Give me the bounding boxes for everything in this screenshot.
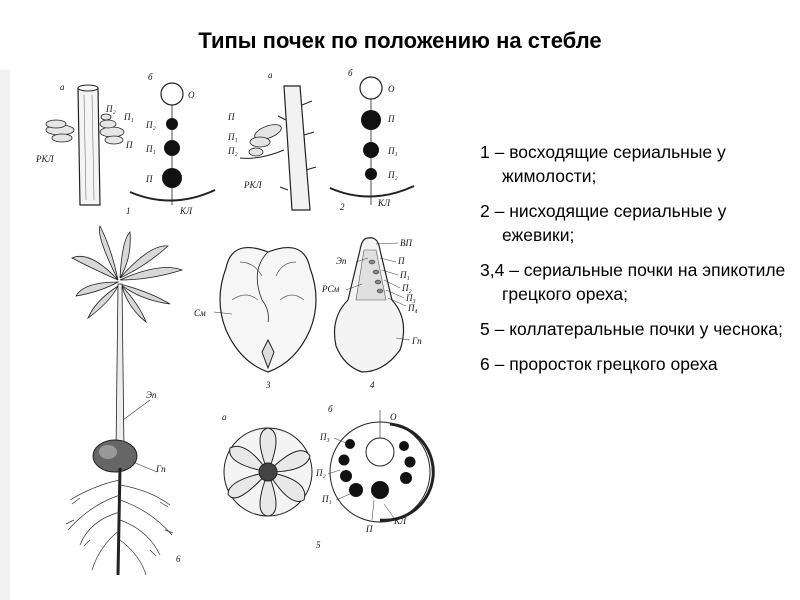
fig1-number: 1 bbox=[126, 206, 131, 216]
fig6-label-ep: Эп bbox=[146, 390, 157, 400]
figure-3 bbox=[194, 248, 316, 390]
legend-item-2: 2 – нисходящие сериальные у ежевики; bbox=[480, 201, 727, 245]
fig2b-label-p2: П₂ bbox=[388, 170, 398, 180]
fig2-label-p1: П₁ bbox=[228, 132, 238, 142]
legend-item-4: 5 – коллатеральные почки у чеснока; bbox=[480, 319, 783, 339]
fig4-label-p4: П₄ bbox=[408, 303, 418, 313]
fig1-label-p1: П₁ bbox=[124, 112, 134, 122]
fig2b-label-p1: П₁ bbox=[388, 146, 398, 156]
fig4-label-ep: Эп bbox=[336, 256, 347, 266]
fig4-label-p1: П₁ bbox=[400, 270, 410, 280]
fig1-label-kl: КЛ bbox=[180, 206, 193, 216]
fig5-label-p: П bbox=[366, 524, 373, 534]
fig3-number: 3 bbox=[266, 380, 271, 390]
fig4-label-p: П bbox=[398, 256, 405, 266]
fig5-label-b: б bbox=[328, 404, 333, 414]
fig5-number: 5 bbox=[316, 540, 321, 550]
fig5-label-p1: П₁ bbox=[322, 494, 332, 504]
legend-item-3: 3,4 – сериальные почки на эпикотиле грецкого ореха; bbox=[480, 260, 786, 304]
fig4-label-p2: П₂ bbox=[402, 283, 412, 293]
fig2-label-p2: П₂ bbox=[228, 146, 238, 156]
figure-1 bbox=[35, 72, 215, 216]
fig4-label-vp: ВП bbox=[400, 238, 412, 248]
fig5-label-o: O bbox=[390, 412, 397, 422]
fig1b-label-p2: П₂ bbox=[146, 120, 156, 130]
fig2-label-a: а bbox=[268, 70, 273, 80]
legend-item-5: 6 – проросток грецкого ореха bbox=[480, 354, 718, 374]
figure-4 bbox=[321, 238, 422, 390]
fig2-label-o: O bbox=[388, 84, 395, 94]
fig1-label-o: O bbox=[188, 90, 195, 100]
fig4-number: 4 bbox=[370, 380, 375, 390]
fig3-label-sm: См bbox=[194, 308, 206, 318]
fig2-label-p: П bbox=[228, 112, 235, 122]
fig1-label-p: П bbox=[126, 140, 133, 150]
fig2-number: 2 bbox=[340, 202, 345, 212]
figure-6 bbox=[66, 226, 182, 575]
slide-title: Типы почек по положению на стебле bbox=[198, 28, 602, 53]
fig4-label-p3: П₃ bbox=[406, 293, 416, 303]
fig6-label-gp: Гп bbox=[156, 464, 166, 474]
fig5-label-p2: П₂ bbox=[316, 468, 326, 478]
fig4-label-rsm: РСм bbox=[322, 284, 340, 294]
fig5-label-p3: П₃ bbox=[320, 432, 330, 442]
fig5-label-kl: КЛ bbox=[394, 516, 407, 526]
fig6-number: 6 bbox=[176, 554, 181, 564]
fig4-label-gp: Гп bbox=[412, 336, 422, 346]
fig1b-label-p1: П₁ bbox=[146, 144, 156, 154]
fig2-label-kl: КЛ bbox=[378, 198, 391, 208]
figure-5 bbox=[222, 404, 433, 550]
fig2b-label-p: П bbox=[388, 114, 395, 124]
figure-2 bbox=[227, 68, 414, 212]
fig2-label-rkl: РКЛ bbox=[244, 180, 262, 190]
fig1b-label-p: П bbox=[146, 174, 153, 184]
fig1-label-b: б bbox=[148, 72, 153, 82]
fig1-label-a: а bbox=[60, 82, 65, 92]
fig2-label-b: б bbox=[348, 68, 353, 78]
fig5-label-a: а bbox=[222, 412, 227, 422]
fig1-label-p2: П₂ bbox=[106, 104, 116, 114]
fig1-label-rkl: РКЛ bbox=[36, 154, 54, 164]
legend-item-1: 1 – восходящие сериальные у жимолости; bbox=[480, 142, 726, 186]
